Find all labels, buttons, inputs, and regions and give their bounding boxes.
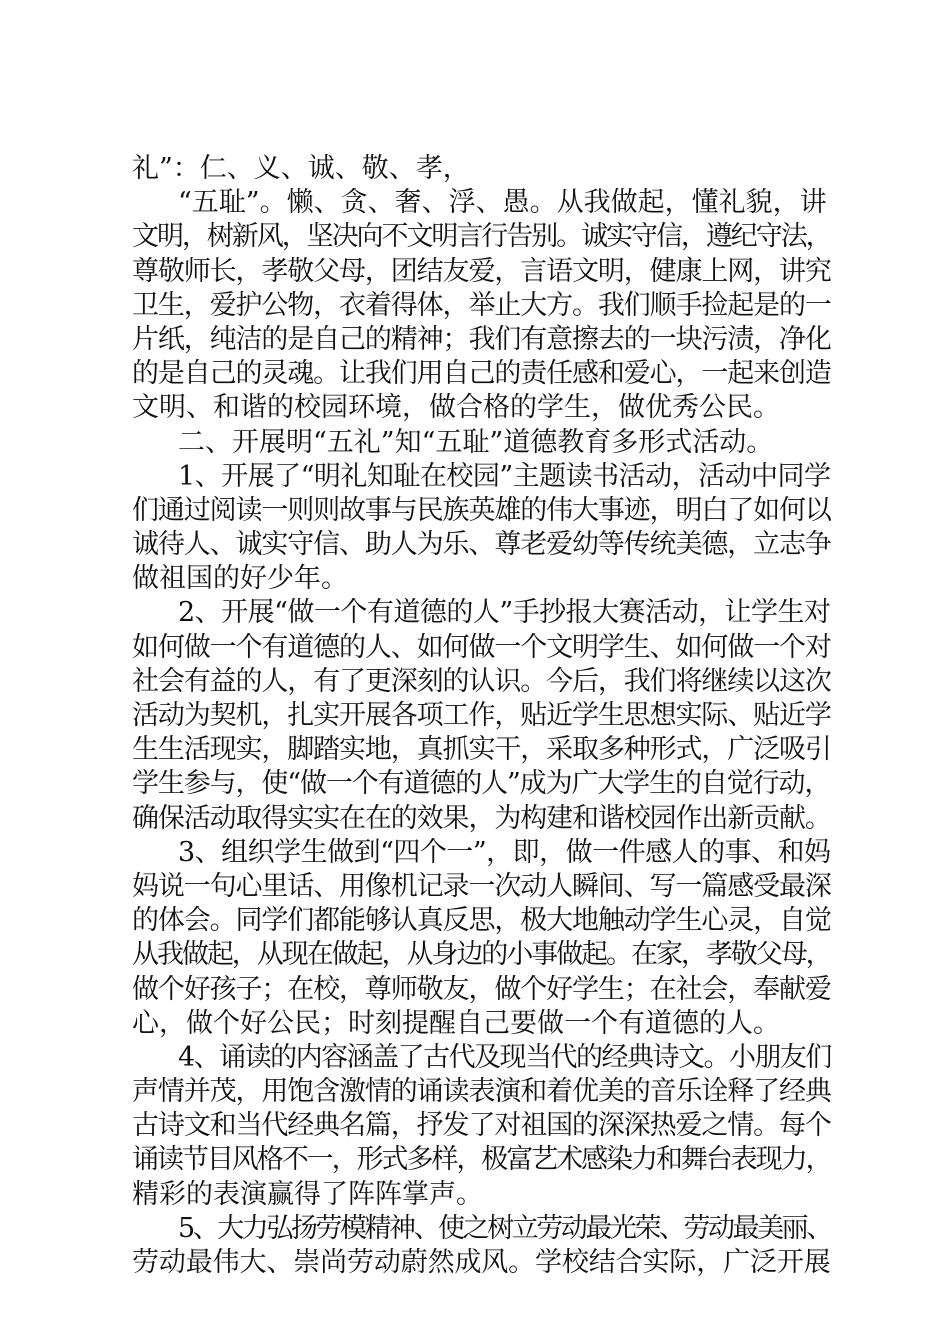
text-line: 学生参与，使“做一个有道德的人”成为广大学生的自觉行动，	[132, 768, 831, 800]
text-line: 精彩的表演赢得了阵阵掌声。	[132, 1178, 483, 1210]
text-line: 确保活动取得实实在在的效果，为构建和谐校园作出新贡献。	[132, 802, 831, 834]
text-line: 5、大力弘扬劳模精神、使之树立劳动最光荣、劳动最美丽、	[178, 1212, 831, 1244]
text-line: 声情并茂，用饱含激情的诵读表演和着优美的音乐诠释了经典	[132, 1076, 831, 1108]
text-line: 诵读节目风格不一，形式多样，极富艺术感染力和舞台表现力，	[132, 1144, 831, 1176]
text-line: 卫生，爱护公物，衣着得体，举止大方。我们顺手捡起是的一	[132, 289, 831, 321]
text-line: 社会有益的人，有了更深刻的认识。今后，我们将继续以这次	[132, 665, 831, 697]
text-line: 妈说一句心里话、用像机记录一次动人瞬间、写一篇感受最深	[132, 870, 831, 902]
text-line: 1、开展了“明礼知耻在校园”主题读书活动，活动中同学	[178, 460, 831, 492]
text-line: 从我做起，从现在做起，从身边的小事做起。在家，孝敬父母，	[132, 939, 831, 971]
text-line: 的是自己的灵魂。让我们用自己的责任感和爱心，一起来创造	[132, 358, 831, 390]
text-line: 文明、和谐的校园环境，做合格的学生，做优秀公民。	[132, 392, 780, 424]
text-line: 诚待人、诚实守信、助人为乐、尊老爱幼等传统美德，立志争	[132, 529, 831, 561]
text-line: 的体会。同学们都能够认真反思，极大地触动学生心灵，自觉	[132, 905, 831, 937]
text-line: 尊敬师长，孝敬父母，团结友爱，言语文明，健康上网，讲究	[132, 255, 831, 287]
document-body	[132, 152, 832, 1280]
text-line: 4、诵读的内容涵盖了古代及现当代的经典诗文。小朋友们	[178, 1041, 831, 1073]
text-line: 心，做个好公民；时刻提醒自己要做一个有道德的人。	[132, 1007, 780, 1039]
text-line: 文明，树新风，坚决向不文明言行告别。诚实守信，遵纪守法，	[132, 221, 831, 253]
text-line: 做个好孩子；在校，尊师敬友，做个好学生；在社会，奉献爱	[132, 973, 831, 1005]
text-line: 片纸，纯洁的是自己的精神；我们有意擦去的一块污渍，净化	[132, 323, 831, 355]
section-heading: 二、开展明“五礼”知“五耻”道德教育多形式活动。	[178, 426, 774, 458]
text-line: 做祖国的好少年。	[132, 563, 348, 595]
text-line: “五耻”。懒、贪、奢、浮、愚。从我做起，懂礼貌，讲	[178, 187, 827, 219]
text-line: 们通过阅读一则则故事与民族英雄的伟大事迹，明白了如何以	[132, 494, 831, 526]
text-line: 劳动最伟大、崇尚劳动蔚然成风。学校结合实际，广泛开展	[132, 1247, 831, 1278]
text-line: 礼”：仁、义、诚、敬、孝，	[132, 153, 470, 184]
text-line: 2、开展“做一个有道德的人”手抄报大赛活动，让学生对	[178, 597, 831, 629]
text-line: 生生活现实，脚踏实地，真抓实干，采取多种形式，广泛吸引	[132, 734, 831, 766]
text-line: 如何做一个有道德的人、如何做一个文明学生、如何做一个对	[132, 631, 831, 663]
text-line: 3、组织学生做到“四个一”，即，做一件感人的事、和妈	[178, 836, 831, 868]
text-line: 活动为契机，扎实开展各项工作，贴近学生思想实际、贴近学	[132, 700, 831, 731]
text-line: 古诗文和当代经典名篇，抒发了对祖国的深深热爱之情。每个	[132, 1110, 831, 1142]
